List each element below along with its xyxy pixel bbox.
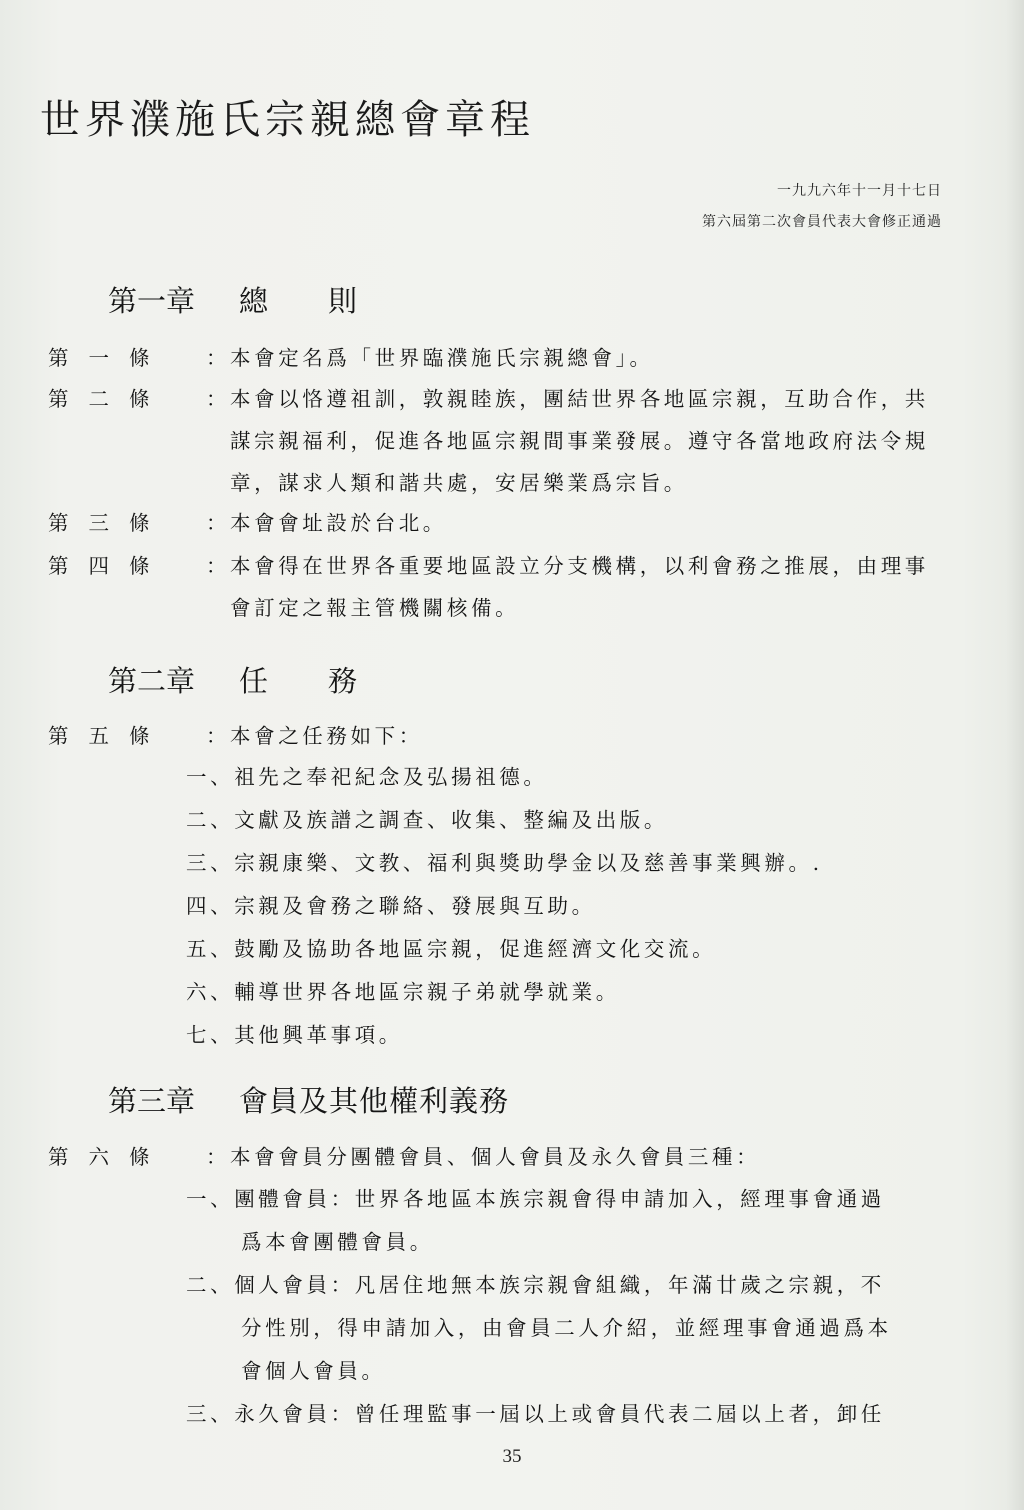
chapter-number: 第二章: [108, 664, 196, 698]
article-colon: ：: [206, 724, 227, 748]
article-label: 第六條: [48, 1145, 170, 1169]
article-text: 本會會址設於台北。: [230, 511, 447, 535]
chapter-heading-1: [108, 279, 417, 320]
chapter-heading-3: [108, 1079, 509, 1120]
list-item: 一、祖先之奉祀紀念及弘揚祖德。: [186, 765, 548, 789]
article-label: 第二條: [48, 387, 170, 411]
article-text: 本會得在世界各重要地區設立分支機構，以利會務之推展，由理事: [230, 554, 929, 578]
list-item: 二、個人會員：凡居住地無本族宗親會組織，年滿廿歲之宗親，不: [186, 1273, 885, 1297]
list-item: 三、宗親康樂、文教、福利與獎助學金以及慈善事業興辦。.: [186, 851, 823, 875]
list-item: 六、輔導世界各地區宗親子弟就學就業。: [186, 980, 620, 1004]
amendment-note: 第六屆第二次會員代表大會修正通過: [702, 214, 942, 230]
article-colon: ：: [206, 511, 227, 535]
article-label: 第四條: [48, 554, 170, 578]
chapter-name: 會員及其他權利義務: [239, 1084, 510, 1118]
list-item: 四、宗親及會務之聯絡、發展與互助。: [186, 894, 596, 918]
page-edge-shadow: [1006, 0, 1024, 1510]
article-label: 第三條: [48, 511, 170, 535]
list-item-continuation: 分性別，得申請加入，由會員二人介紹，並經理事會通過爲本: [241, 1316, 892, 1340]
task-list: [186, 756, 823, 1057]
article-label: 第一條: [48, 346, 170, 370]
article-text: 章，謀求人類和諧共處，安居樂業爲宗旨。: [230, 471, 688, 495]
chapter-name: 任務: [239, 664, 418, 698]
chapter-number: 第一章: [108, 284, 196, 318]
list-item-continuation: 會個人會員。: [241, 1359, 386, 1383]
article-text: 本會以恪遵祖訓，敦親睦族，團結世界各地區宗親，互助合作，共: [230, 387, 929, 411]
article-colon: ：: [206, 1145, 227, 1169]
article-label: 第五條: [48, 724, 170, 748]
chapter-name: 總則: [239, 284, 418, 318]
article-text: 本會之任務如下：: [230, 724, 423, 748]
list-item: 三、永久會員：曾任理監事一屆以上或會員代表二屆以上者，卸任: [186, 1402, 885, 1426]
document-title: 世界濮施氏宗親總會章程: [40, 97, 535, 143]
article-text: 本會定名爲「世界臨濮施氏宗親總會」。: [230, 346, 654, 370]
chapter-heading-2: [108, 659, 417, 700]
article-text: 會訂定之報主管機關核備。: [230, 596, 520, 620]
membership-list: [186, 1178, 892, 1436]
amendment-date: 一九九六年十一月十七日: [777, 183, 942, 199]
list-item: 二、文獻及族譜之調查、收集、整編及出版。: [186, 808, 668, 832]
article-colon: ：: [206, 554, 227, 578]
article-colon: ：: [206, 387, 227, 411]
list-item: 七、其他興革事項。: [186, 1023, 403, 1047]
article-text: 謀宗親福利，促進各地區宗親間事業發展。遵守各當地政府法令規: [230, 429, 929, 453]
article-text: 本會會員分團體會員、個人會員及永久會員三種：: [230, 1145, 761, 1169]
article-colon: ：: [206, 346, 227, 370]
list-item: 一、團體會員：世界各地區本族宗親會得申請加入，經理事會通過: [186, 1187, 885, 1211]
list-item-continuation: 爲本會團體會員。: [241, 1230, 434, 1254]
page-number: 35: [502, 1446, 522, 1467]
list-item: 五、鼓勵及協助各地區宗親，促進經濟文化交流。: [186, 937, 717, 961]
chapter-number: 第三章: [108, 1084, 196, 1118]
